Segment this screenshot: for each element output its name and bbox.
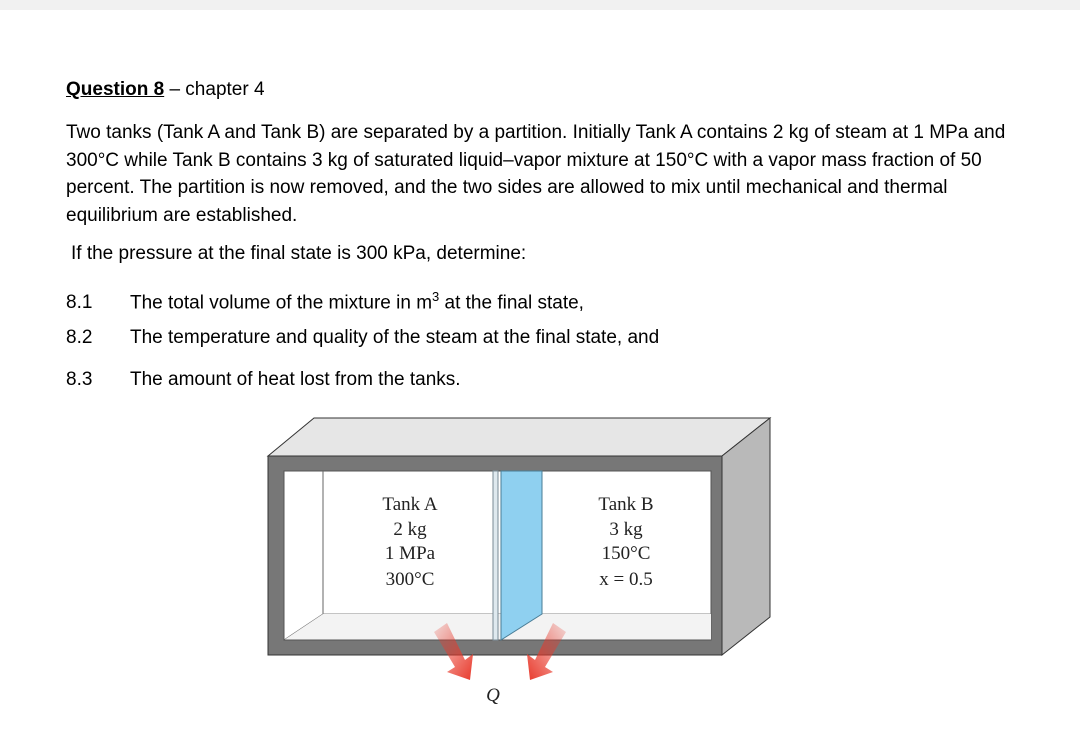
tank-a-pressure: 1 MPa <box>384 543 436 564</box>
tank-b-name: Tank B <box>598 494 654 515</box>
tank-b-temperature: 150°C <box>601 543 651 564</box>
question-chapter: – chapter 4 <box>164 79 265 100</box>
tank-a-mass: 2 kg <box>393 519 427 540</box>
sub-question-text: The temperature and quality of the steam at the final state, and <box>130 327 660 348</box>
tank-a-temperature: 300°C <box>385 569 435 590</box>
sub-question-text-end: at the final state, <box>439 292 584 314</box>
box-top-face <box>268 418 770 456</box>
sub-question-text: The amount of heat lost from the tanks. <box>130 369 461 390</box>
sub-question-number: 8.3 <box>66 369 93 390</box>
tank-b-mass: 3 kg <box>609 519 643 540</box>
determine-line: If the pressure at the final state is 300 kPa, determine: <box>71 243 527 264</box>
question-label: Question 8 <box>66 79 165 100</box>
sub-question-text: The total volume of the mixture in m <box>130 292 433 314</box>
tank-a-name: Tank A <box>382 494 438 515</box>
partition-edge <box>493 471 498 640</box>
box-side-face <box>722 418 770 655</box>
superscript-3: 3 <box>432 289 440 304</box>
heat-label: Q <box>486 685 500 706</box>
sub-question-number: 8.2 <box>66 327 93 348</box>
partition <box>501 471 542 640</box>
sub-question-number: 8.1 <box>66 292 93 314</box>
question-intro: Two tanks (Tank A and Tank B) are separated by a partition. Initially Tank A contains 2 kg of steam at 1 MPa and 300°C while Tank B contains 3 kg of saturated liquid–vapor mixture at 150°C with a vapor mass fraction of 50 percent. The partition is now removed, and the two sides are allowed to mix until mechanical and thermal equilibrium are established. <box>66 122 1006 226</box>
tank-b-quality: x = 0.5 <box>599 569 653 590</box>
